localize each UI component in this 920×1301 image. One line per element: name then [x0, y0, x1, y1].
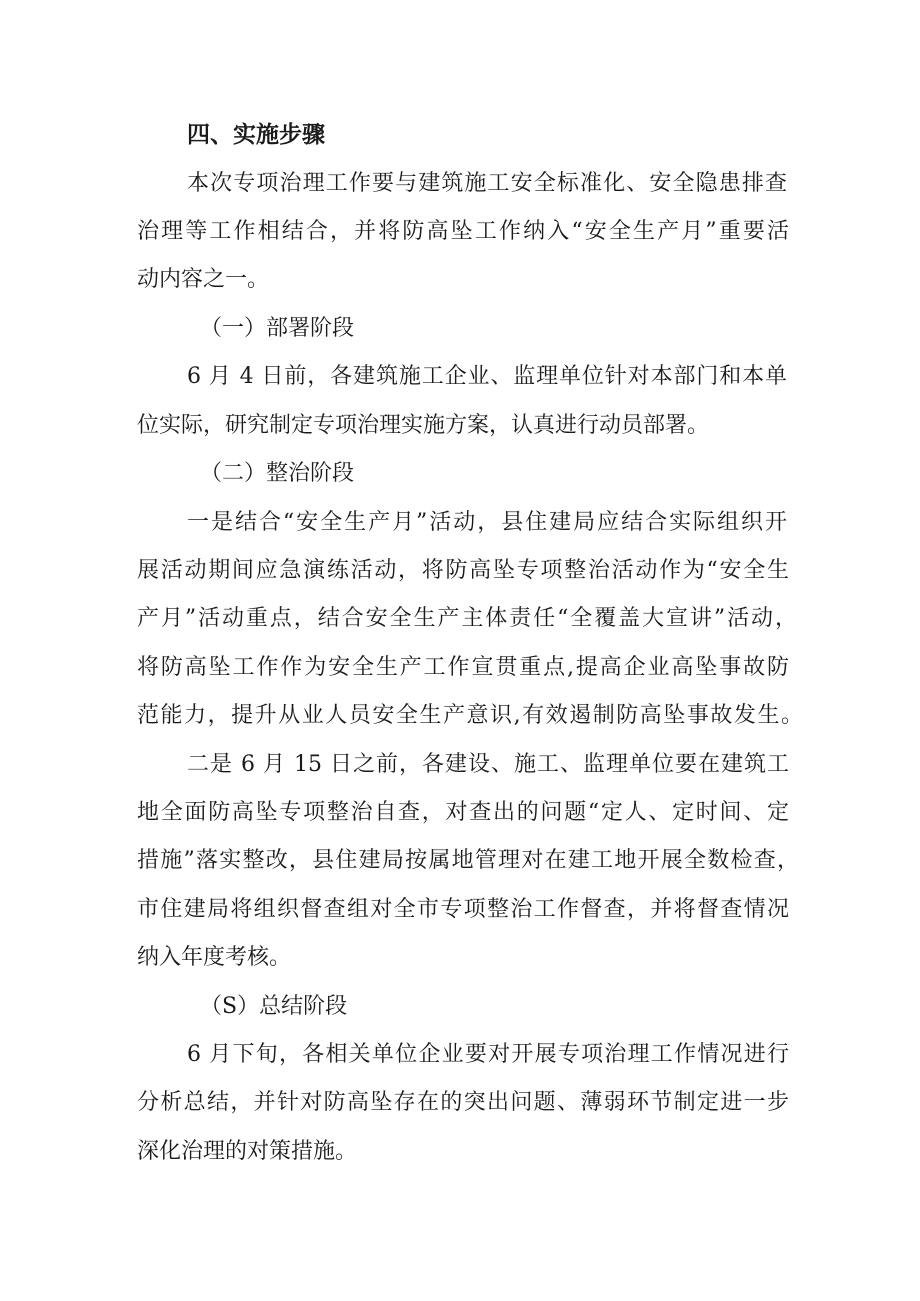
paragraph-line: 位实际，研究制定专项治理实施方案，认真进行动员部署。 — [137, 413, 710, 438]
subsection-heading: （一）部署阶段 — [200, 316, 355, 341]
paragraph-line: 范能力，提升从业人员安全生产意识,有效遏制防高坠事故发生。 — [137, 703, 803, 728]
paragraph-line: 深化治理的对策措施。 — [137, 1139, 358, 1164]
paragraph-line: 一是结合“安全生产月”活动，县住建局应结合实际组织开 — [187, 510, 787, 535]
paragraph-line: 6 月下旬，各相关单位企业要对开展专项治理工作情况进行 — [187, 1042, 789, 1067]
paragraph-line: 治理等工作相结合，并将防高坠工作纳入“安全生产月”重要活 — [137, 219, 789, 244]
subsection-heading: （二）整治阶段 — [200, 461, 355, 486]
paragraph-line: 市住建局将组织督查组对全市专项整治工作督查，并将督查情况 — [137, 897, 789, 922]
paragraph-line: 本次专项治理工作要与建筑施工安全标准化、安全隐患排查 — [187, 171, 787, 196]
paragraph-line: 动内容之一。 — [137, 267, 270, 292]
paragraph-line: 产月”活动重点，结合安全生产主体责任“全覆盖大宣讲”活动， — [137, 606, 797, 631]
subsection-heading: （S）总结阶段 — [200, 994, 348, 1019]
paragraph-line: 展活动期间应急演练活动，将防高坠专项整治活动作为“安全生 — [137, 558, 789, 583]
paragraph-line: 纳入年度考核。 — [137, 945, 292, 970]
paragraph-line: 地全面防高坠专项整治自查，对查出的问题“定人、定时间、定 — [137, 800, 789, 825]
paragraph-line: 将防高坠工作作为安全生产工作宣贯重点,提高企业高坠事故防 — [137, 655, 789, 680]
paragraph-line: 6 月 4 日前，各建筑施工企业、监理单位针对本部门和本单 — [187, 364, 787, 389]
section-heading: 四、实施步骤 — [187, 122, 325, 148]
paragraph-line: 二是 6 月 15 日之前，各建设、施工、监理单位要在建筑工 — [187, 752, 789, 777]
paragraph-line: 措施”落实整改，县住建局按属地管理对在建工地开展全数检查， — [137, 848, 799, 873]
paragraph-line: 分析总结，并针对防高坠存在的突出问题、薄弱环节制定进一步 — [137, 1090, 789, 1115]
